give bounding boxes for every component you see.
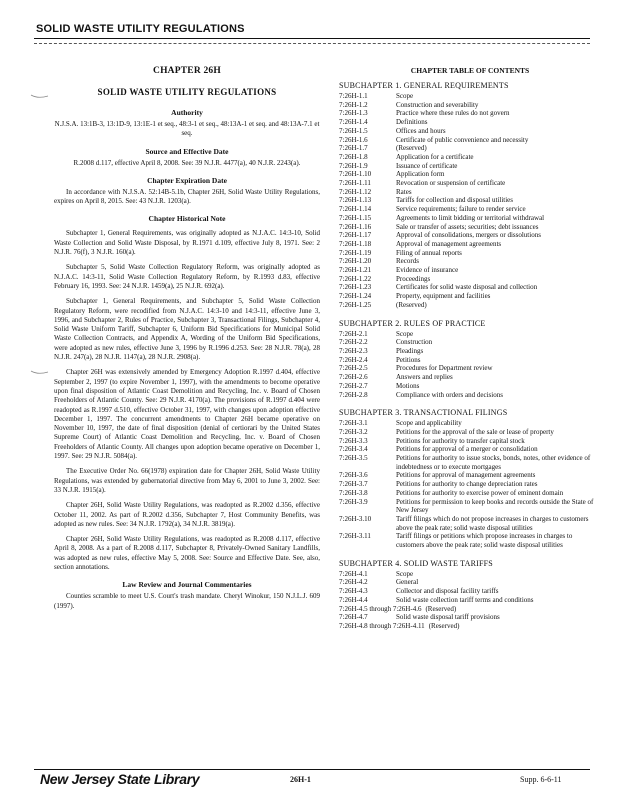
history-heading: Chapter Historical Note [148,214,226,224]
toc-entry-number: 7:26H-4.5 through 7:26H-4.6 [339,604,422,613]
toc-entry-title: Petitions for authority to transfer capital stock [396,436,525,445]
header-dashed-rule [34,43,590,44]
toc-entry [339,622,601,631]
toc-entry [339,330,601,339]
toc-entry-title: Certificates for solid waste disposal and collection [396,283,538,292]
toc-entry-number: 7:26H-1.25 [339,300,372,309]
toc-entry-title: Certificate of public convenience and necessity [396,135,529,144]
toc-entry-title: Application for a certificate [396,152,474,161]
history-paragraph: The Executive Order No. 66(1978) expiration date for Chapter 26H, Solid Waste Utility Regulations, was extended by gubernatorial directive from May 6, 2001 to June 3, 2002. See: 33 N.J.R. 1915(a). [54,467,320,494]
running-head: SOLID WASTE UTILITY REGULATIONS [36,23,245,35]
toc-entry-number: 7:26H-2.2 [339,338,368,347]
toc-entry-title: Agreements to limit bidding or territorial withdrawal [396,213,545,222]
toc-entry-number: 7:26H-2.6 [339,373,368,382]
toc-entry-number: 7:26H-2.8 [339,390,368,399]
toc-entry-number: 7:26H-1.3 [339,109,368,118]
toc-entry-title: (Reserved) [396,300,427,309]
toc-entry-number: 7:26H-3.1 [339,419,368,428]
toc-entry-number: 7:26H-3.9 [339,497,368,506]
law-review-text: Counties scramble to meet U.S. Court's trash mandate. Cheryl Winokur, 150 N.J.L.J. 609 (1997). [54,592,320,610]
toc-entry-title: Scope [396,569,414,578]
toc-subchapter [339,408,601,550]
toc-entry-number: 7:26H-1.24 [339,292,372,301]
toc-entry [339,364,601,373]
toc-entry [339,196,601,205]
toc-entry-title: Tariffs for collection and disposal utilities [396,196,513,205]
toc-entry [339,489,601,498]
toc-entry-title: (Reserved) [425,604,457,613]
toc-entry-number: 7:26H-1.15 [339,213,372,222]
footer-rule [34,769,590,770]
toc-entry-number: 7:26H-4.2 [339,578,368,587]
toc-entry-number: 7:26H-1.23 [339,283,372,292]
toc-entry-number: 7:26H-1.18 [339,239,372,248]
toc-entry-number: 7:26H-1.8 [339,152,368,161]
toc-entry-number: 7:26H-4.3 [339,587,368,596]
toc-entry-number: 7:26H-2.7 [339,381,368,390]
toc-entry-number: 7:26H-2.4 [339,355,368,364]
toc-entry-number: 7:26H-1.6 [339,135,368,144]
toc-heading: CHAPTER TABLE OF CONTENTS [410,66,530,75]
toc-entry [339,532,601,549]
toc-entry [339,188,601,197]
toc-entry-title: Tariff filings which do not propose increases in charges to customers above the peak rate; solid waste disposal utilities [396,514,589,532]
toc-entry-number: 7:26H-3.10 [339,514,372,523]
toc-entry-number: 7:26H-3.11 [339,532,371,541]
toc-entry-title: Procedures for Department review [396,364,493,373]
toc-entry-title: Scope and applicability [396,419,462,428]
toc-entry [339,578,601,587]
toc-entry-number: 7:26H-1.12 [339,187,372,196]
expiration-text: In accordance with N.J.S.A. 52:14B-5.1b, Chapter 26H, Solid Waste Utility Regulations, expires on April 8, 2015. See: 43 N.J.R. 1203(a). [54,187,320,206]
toc-subchapter [339,319,601,400]
table-of-contents [339,66,601,640]
toc-entry-title: Petitions for approval of a merger or consolidation [396,445,538,454]
left-column [54,66,320,611]
toc-entry [339,109,601,118]
toc-entry [339,144,601,153]
toc-entry [339,257,601,266]
toc-entry-number: 7:26H-1.22 [339,274,372,283]
toc-entry [339,437,601,446]
toc-entry-number: 7:26H-2.3 [339,346,368,355]
toc-entry [339,373,601,382]
toc-entry-number: 7:26H-3.8 [339,488,368,497]
toc-entry [339,223,601,232]
toc-entry-number: 7:26H-4.7 [339,613,368,622]
toc-entry-number: 7:26H-2.5 [339,364,368,373]
toc-entry [339,153,601,162]
toc-entry-title: Motions [396,381,420,390]
toc-entry-title: Construction and severability [396,100,479,109]
history-paragraph: Chapter 26H, Solid Waste Utility Regulations, was readopted as R.2002 d.356, effective October 11, 2002. As part of R.2002 d.356, Subchapter 7, Host Community Benefits, was adopted as new rules. See: 34 N.J.R. 1792(a), 34 N.J.R. 3819(a). [54,501,320,528]
toc-entry [339,92,601,101]
toc-entry-title: Petitions for permission to keep books and records outside the State of New Jersey [396,497,594,515]
supplement-date: Supp. 6-6-11 [520,775,562,784]
toc-entry-title: (Reserved) [428,621,460,630]
toc-body [339,81,601,631]
toc-subchapter-title: SUBCHAPTER 4. SOLID WASTE TARIFFS [339,558,493,568]
toc-entry-title: Practice where these rules do not govern [396,109,510,118]
history-paragraph: Chapter 26H was extensively amended by Emergency Adoption R.1997 d.404, effective September 2, 1997 (to expire November 1, 1997), with the amendments to become operative upon final disposition of Atlantic Coast Demolition and Recycling, Inc. v. Board of Chosen Freeholders of Atlantic County. See: 29 N.J.R. 4170(a). The provisions of R.1997 d.404 were readopted as R.1997 d.510, effective October 31, 1997, with changes upon adoption effective December 1, 1997. The concurrent amendments to Chapter 26H became operative on November 10, 1997, the date of final disposition (denial of certiorari by the United States Supreme Court) of Atlantic Coast Demolition and Recycling, Inc. v. Board of Chosen Freeholders of Atlantic County. All changes upon adoption became operative on December 1, 1997. See: 29 N.J.R. 5084(a). [54,368,320,461]
toc-entry [339,205,601,214]
toc-entry [339,498,601,515]
toc-subchapter-title: SUBCHAPTER 3. TRANSACTIONAL FILINGS [339,408,508,418]
history-paragraph: Subchapter 5, Solid Waste Collection Regulatory Reform, was originally adopted as N.J.A.C. 14:3-11, Solid Waste Collection Regulatory Reform, by R.1993 d.83, effective February 16, 1993. See: 24 N.J.R. 1459(a), 25 N.J.R. 692(a). [54,263,320,290]
toc-entry [339,613,601,622]
toc-subchapter-title: SUBCHAPTER 1. GENERAL REQUIREMENTS [339,81,509,90]
toc-entry-number: 7:26H-4.4 [339,595,368,604]
toc-entry-number: 7:26H-1.10 [339,170,372,179]
toc-entry [339,214,601,223]
toc-entry [339,587,601,596]
toc-entry [339,382,601,391]
source-text: R.2008 d.117, effective April 8, 2008. See: 39 N.J.R. 4477(a), 40 N.J.R. 2243(a). [73,158,301,167]
header-rule [34,38,590,39]
toc-entry-number: 7:26H-3.6 [339,471,368,480]
toc-entry-title: Petitions for approval of management agreements [396,471,536,480]
toc-entry-title: General [396,578,419,587]
toc-entry [339,445,601,454]
toc-subchapter [339,559,601,631]
toc-entry-title: Construction [396,338,433,347]
toc-entry-number: 7:26H-1.14 [339,205,372,214]
authority-text: N.J.S.A. 13:1B-3, 13:1D-9, 13:1E-1 et seq., 48:3-1 et seq., 48:13A-1 et seq. and 48:13A-7.1 et seq. [54,120,320,138]
toc-entry-title: Application form [396,170,445,179]
toc-entry [339,338,601,347]
toc-entry-title: Rates [396,187,412,196]
library-logo: New Jersey State Library [40,771,200,787]
toc-entry [339,136,601,145]
toc-entry-number: 7:26H-4.8 through 7:26H-4.11 [339,621,425,630]
toc-entry-number: 7:26H-1.5 [339,126,368,135]
chapter-title: SOLID WASTE UTILITY REGULATIONS [97,87,277,97]
toc-entry [339,471,601,480]
toc-entry [339,231,601,240]
toc-entry-number: 7:26H-1.1 [339,92,368,100]
toc-entry-number: 7:26H-3.7 [339,480,368,489]
toc-entry-number: 7:26H-1.20 [339,257,372,266]
source-heading: Source and Effective Date [145,146,229,156]
expiration-heading: Chapter Expiration Date [147,175,227,185]
toc-entry [339,347,601,356]
toc-entry-title: Scope [396,329,414,338]
toc-entry-title: Petitions for the approval of the sale or lease of property [396,427,554,436]
history-paragraph: Chapter 26H, Solid Waste Utility Regulations, was readopted as R.2008 d.117, effective April 8, 2008. As a part of R.2008 d.117, Subchapter 8, Privately-Owned Sanitary Landfills, was adopted as new rules, effective May 5, 2008. See: Source and Effective Date. See, also, section annotations. [54,535,320,571]
toc-entry [339,283,601,292]
toc-entry-title: Evidence of insurance [396,266,459,275]
toc-entry [339,292,601,301]
toc-entry-number: 7:26H-1.4 [339,118,368,127]
toc-entry-title: Petitions for authority to issue stocks, bonds, notes, other evidence of indebtedness or to execute mortgages [396,454,591,471]
toc-entry [339,118,601,127]
toc-entry [339,570,601,579]
toc-entry [339,605,601,614]
toc-entry [339,391,601,400]
toc-entry-number: 7:26H-4.1 [339,569,368,578]
toc-entry-number: 7:26H-1.11 [339,179,371,188]
toc-entry-title: Compliance with orders and decisions [396,390,503,399]
page-number: 26H-1 [290,775,311,784]
toc-entry-title: Answers and replies [396,373,453,382]
toc-entry-title: Sale or transfer of assets; securities; debt issuances [396,222,539,231]
toc-entry [339,515,601,532]
toc-entry-number: 7:26H-2.1 [339,329,368,338]
margin-mark-icon [30,94,50,100]
toc-entry-title: Petitions [396,355,421,364]
toc-entry-title: Definitions [396,118,428,127]
toc-entry-title: Approval of consolidations, mergers or dissolutions [396,231,541,240]
toc-entry-title: Approval of management agreements [396,239,502,248]
toc-entry-number: 7:26H-1.21 [339,266,372,275]
toc-entry [339,266,601,275]
toc-entry [339,356,601,365]
history-paragraph: Subchapter 1, General Requirements, was originally adopted as N.J.A.C. 14:3-10, Solid Waste Collection and Solid Waste Disposal, by R.1971 d.109, effective July 8, 1971. See: 2 N.J.R. 76(f), 3 N.J.R. 160(a). [54,229,320,257]
history-paragraph: Subchapter 1, General Requirements, and Subchapter 5, Solid Waste Collection Regulatory Reform, were recodified from N.J.A.C. 14:3-10 and 14:3-11, effective June 3, 1996, and Subchapter 2, Rules of Practice, Subchapter 3, Transactional Filings, Subchapter 4, Solid Waste Uniform Tariff, Subchapter 6, Uniform Bid Specifications for Municipal Solid Waste Collection Contracts, and Appendix A, Wording of the Uniform Bid Specifications, were adopted as new rules, effective June 3, 1996 by R.1996 d.253. See: 28 N.J.R. 78(a), 28 N.J.R. 247(a), 28 N.J.R. 1147(a), 28 N.J.R. 2908(a). [54,297,320,362]
toc-entry-title: Revocation or suspension of certificate [396,179,506,188]
toc-entry [339,301,601,310]
toc-entry-number: 7:26H-3.3 [339,436,368,445]
toc-entry-number: 7:26H-3.5 [339,454,368,463]
toc-entry [339,419,601,428]
toc-entry-title: Filing of annual reports [396,248,462,257]
toc-entry [339,480,601,489]
toc-entry [339,179,601,188]
law-review-heading: Law Review and Journal Commentaries [122,580,252,590]
toc-entry-title: Offices and hours [396,126,446,135]
toc-entry-number: 7:26H-1.17 [339,231,372,240]
toc-entry-number: 7:26H-1.16 [339,222,372,231]
toc-entry [339,428,601,437]
toc-entry-title: Issuance of certificate [396,161,458,170]
toc-entry-title: Solid waste disposal tariff provisions [396,613,500,622]
toc-subchapter [339,81,601,310]
toc-entry [339,127,601,136]
toc-entry-title: Proceedings [396,274,431,283]
toc-entry [339,162,601,171]
chapter-number: CHAPTER 26H [153,66,221,76]
toc-entry-title: Records [396,257,419,266]
toc-entry-number: 7:26H-1.9 [339,161,368,170]
toc-entry [339,454,601,471]
toc-subchapter-title: SUBCHAPTER 2. RULES OF PRACTICE [339,318,486,328]
toc-entry-title: Pleadings [396,346,424,355]
toc-entry [339,275,601,284]
toc-entry [339,596,601,605]
toc-entry-number: 7:26H-1.19 [339,248,372,257]
toc-entry-number: 7:26H-1.13 [339,196,372,205]
toc-entry-title: Petitions for authority to exercise power of eminent domain [396,488,564,497]
toc-entry [339,170,601,179]
toc-entry-title: (Reserved) [396,144,427,153]
toc-entry-title: Scope [396,92,414,100]
toc-entry [339,101,601,110]
toc-entry-title: Tariff filings or petitions which propose increases in charges to customers above the peak rate; solid waste disposal utilities [396,532,573,550]
toc-entry-number: 7:26H-1.2 [339,100,368,109]
toc-entry [339,240,601,249]
margin-mark-icon [30,370,50,376]
toc-entry-number: 7:26H-3.4 [339,445,368,454]
toc-entry-number: 7:26H-3.2 [339,427,368,436]
toc-entry-number: 7:26H-1.7 [339,144,368,153]
toc-entry-title: Property, equipment and facilities [396,292,491,301]
authority-heading: Authority [171,108,203,117]
toc-entry-title: Petitions for authority to change depreciation rates [396,480,538,489]
toc-entry-title: Collector and disposal facility tariffs [396,587,499,596]
toc-entry-title: Solid waste collection tariff terms and conditions [396,595,534,604]
toc-entry [339,249,601,258]
toc-entry-title: Service requirements; failure to render service [396,205,526,214]
